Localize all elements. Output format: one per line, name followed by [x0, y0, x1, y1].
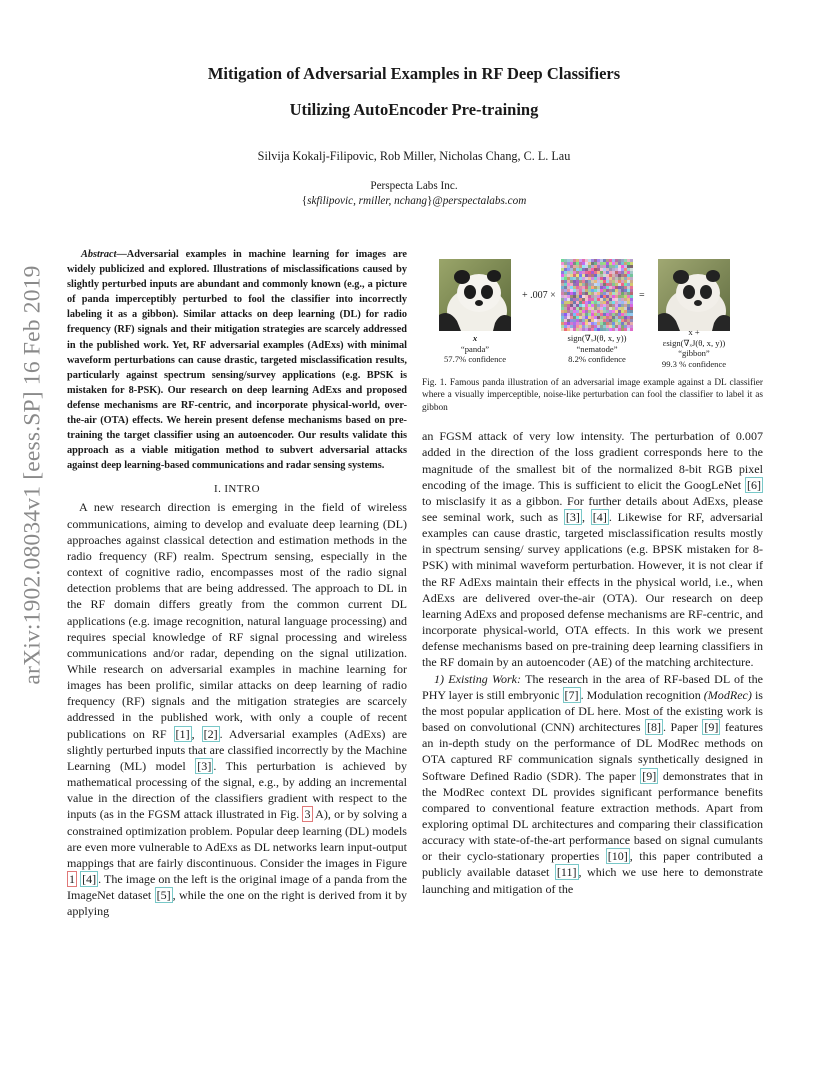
body-text: demonstrates that in the ModRec context DL provides significant performance benefits compared to conventional feature extraction methods. Apart from exploring optimal DL architectures and comparing their classification accuracy with state-of-the-art performance based on signal cumulants or their cyclo-stationary properties [422, 768, 763, 864]
right-paragraph-1 [422, 428, 763, 670]
panel-c-label: “gibbon” [678, 348, 710, 358]
abstract-text: —Adversarial examples in machine learning for images are widely publicized and explored. Illustrations of misclassifications caused by slightly perturbed inputs are abundant and commonly known (e.g., a picture of panda imperceptibly perturbed to fool the classifier into incorrectly labeling it as a gibbon). Similar attacks on deep learning (DL) for radio frequency (RF) signals and their mitigation strategies are scarcely addressed in the published work. Yet, RF adversarial examples (AdExs) with minimal waveform perturbations can cause drastic, targeted misclassification results, particularly against spectrum sensing/survey applications (e.g. BPSK is mistaken for 8-PSK). Our research on deep learning AdExs and proposed defense mechanisms are RF-centric, and incorporate physical-world, over-the-air (OTA) effects. We herein present defense mechanisms based on pre-training the target classifier using an autoencoder. Our results validate this approach as a viable mitigation method to subvert adversarial attacks against deep learning-based communications and radar sensing systems. [67, 249, 407, 472]
citation-link[interactable]: [5] [156, 888, 171, 903]
subsection-heading: 1) Existing Work: [434, 671, 522, 686]
panel-c-var1: x + [688, 327, 700, 337]
body-text-italic: (ModRec) [703, 687, 752, 702]
affiliation: Perspecta Labs Inc. [370, 180, 458, 192]
citation-link[interactable]: [11] [556, 865, 577, 880]
citation-link[interactable]: [6] [746, 477, 761, 492]
arxiv-side-stamp [18, 265, 48, 685]
citation-link[interactable]: [9] [642, 768, 657, 783]
body-text: The research in the area of RF-based DL of the PHY layer is still embryonic [422, 671, 764, 702]
body-text: features an in-depth study on the performance of DL ModRec methods on OTA captured RF communication signals synthetically designed in Software Defined Radio (SDR). The paper [422, 720, 763, 783]
figure-ref-link[interactable]: 1 [69, 872, 76, 886]
panel-c-var2: εsign(∇ₓJ(θ, x, y)) [662, 337, 726, 348]
right-column [422, 247, 763, 897]
section-heading-intro: I. INTRO [214, 483, 260, 496]
intro-text: A), or by solving a constrained optimization problem. Popular deep learning (DL) models are even more vulnerable to AdExs as DL networks learn input-output mappings that are fairly discontinuous. Consider the images in Figure [67, 807, 407, 870]
arxiv-id-text: arXiv:1902.08034v1 [eess.SP] 16 Feb 2019 [19, 265, 46, 685]
body-text: , this paper contributed a publicly available dataset [422, 849, 763, 880]
figure-1-caption: Fig. 1. Famous panda illustration of an adversarial image example against a DL classifier where a visually imperceptible, noise-like perturbation can fool the classifier to label it as gibbon [422, 378, 763, 413]
intro-text: , while the one on the right is derived from it by applying [67, 888, 407, 919]
panda-adversarial-image [658, 259, 730, 331]
intro-paragraph [67, 499, 407, 919]
operator-plus: + .007 × [522, 290, 556, 301]
operator-equals: = [639, 290, 645, 301]
body-text: , which we use here to demonstrate launching and mitigation of the [422, 865, 763, 896]
panda-original-image [439, 259, 511, 331]
body-text: to misclasify it as a gibbon. For further details about AdExs, please see seminal work, such as [422, 493, 763, 524]
panel-a-label: “panda” [460, 343, 490, 354]
citation-link[interactable]: [1] [175, 726, 190, 741]
panel-b-confidence: 8.2% confidence [568, 354, 626, 364]
author-list: Silvija Kokalj-Filipovic, Rob Miller, Nicholas Chang, C. L. Lau [257, 149, 571, 163]
paper-title-line2: Utilizing AutoEncoder Pre-training [289, 100, 539, 119]
body-text: . Paper [663, 720, 703, 735]
abstract [67, 247, 407, 473]
body-text: . Likewise for RF, adversarial examples can cause drastic, targeted misclassification results mostly in spectrum sensing/ survey applications (e.g. BPSK mistaken for 8-PSK) with minimal waveform perturbation. However, it is not clear if the RF AdExs maintain their effects in the physical world, i.e., when AdExs are delivered over-the-air (OTA). Our research on deep learning AdExs and proposed defense mechanisms are RF-centric, and incorporate physical-world, OTA effects. In this work we present defense mechanisms based on pre-training deep learning classifiers in the RF domain by an autoencoder (AE) of the matching architecture. [422, 510, 763, 670]
existing-work-paragraph [422, 671, 763, 897]
panel-b-caption [547, 333, 647, 365]
body-text: is the most popular application of DL here. Most of the existing work is based on convolutional (CNN) architectures [422, 687, 763, 735]
body-text: an FGSM attack of very low intensity. The perturbation of 0.007 added in the direction of the loss gradient corresponds here to the magnitude of the smallest bit of the normalized 8-bit RGB pixel encoding of the image. This is sufficient to elicit the GoogLeNet [422, 429, 763, 492]
left-column [67, 247, 407, 919]
citation-link[interactable]: [3] [565, 510, 580, 524]
citation-link[interactable]: [3] [197, 758, 212, 773]
citation-link[interactable]: [4] [592, 510, 607, 524]
noise-perturbation-image [561, 259, 633, 331]
intro-text: . The image on the left is the original image of a panda from the ImageNet dataset [67, 872, 407, 903]
citation-link[interactable]: [10] [607, 849, 628, 864]
citation-link[interactable]: [8] [646, 720, 662, 735]
citation-link[interactable]: [9] [704, 720, 719, 735]
panel-a-confidence: 57.7% confidence [443, 354, 507, 364]
paper-title-line1: Mitigation of Adversarial Examples in RF Deep Classifiers [207, 64, 621, 83]
email-users: skfilipovic, rmiller, nchang [307, 195, 428, 207]
body-text: , [581, 510, 591, 524]
figure-ref-link[interactable]: 3 [304, 807, 311, 822]
panel-b-label: “nematode” [576, 343, 618, 354]
intro-text: , [191, 726, 202, 741]
citation-link[interactable]: [2] [203, 726, 218, 741]
panel-c-caption [644, 327, 744, 369]
abstract-lead: Abstract [81, 249, 117, 260]
figure-1 [422, 247, 763, 377]
panel-b-var: sign(∇ₓJ(θ, x, y)) [567, 333, 627, 343]
email-domain: @perspectalabs.com [432, 195, 527, 207]
panel-c-confidence: 99.3 % confidence [661, 358, 727, 369]
panel-a-caption [425, 333, 525, 365]
intro-text: A new research direction is emerging in the field of wireless communications, aiming to develop and evaluate deep learning (DL) approaches against classical detection and estimation methods in the radio frequency (RF) realm. Spectrum sensing, especially in the context of cognitive radio, encompasses most of the radio signal detection problems that are being addressed. The approach to DL in the RF domain differs greatly from the common current DL applications (e.g. image recognition, natural language processing) and requires special knowledge of RF signal processing and wireless communications and/or radar, depending on the signal utilization. While research on adversarial examples in machine learning for images has been prolific, similar attacks on deep learning of radio frequency (RF) signals and the mitigation strategies are scarcely addressed in the published work, with only a couple of recent publications on RF [67, 500, 407, 741]
body-text: . Modulation recognition [580, 687, 704, 702]
intro-text: . Adversarial examples (AdExs) are slightly perturbed inputs that are classified incorrectly by the Machine Learning (ML) model [67, 726, 407, 773]
intro-text: . This perturbation is achieved by mathematical processing of the signal, e.g., by adding an incremental value in the direction of the classifiers gradient with respect to the inputs (as in the FGSM attack illustrated in Fig. [67, 758, 407, 822]
email-line: {skfilipovic, rmiller, nchang}@perspectalabs.com [301, 195, 527, 207]
citation-link[interactable]: [7] [564, 687, 579, 702]
panel-a-var: x [472, 333, 478, 343]
citation-link[interactable]: [4] [82, 872, 97, 886]
